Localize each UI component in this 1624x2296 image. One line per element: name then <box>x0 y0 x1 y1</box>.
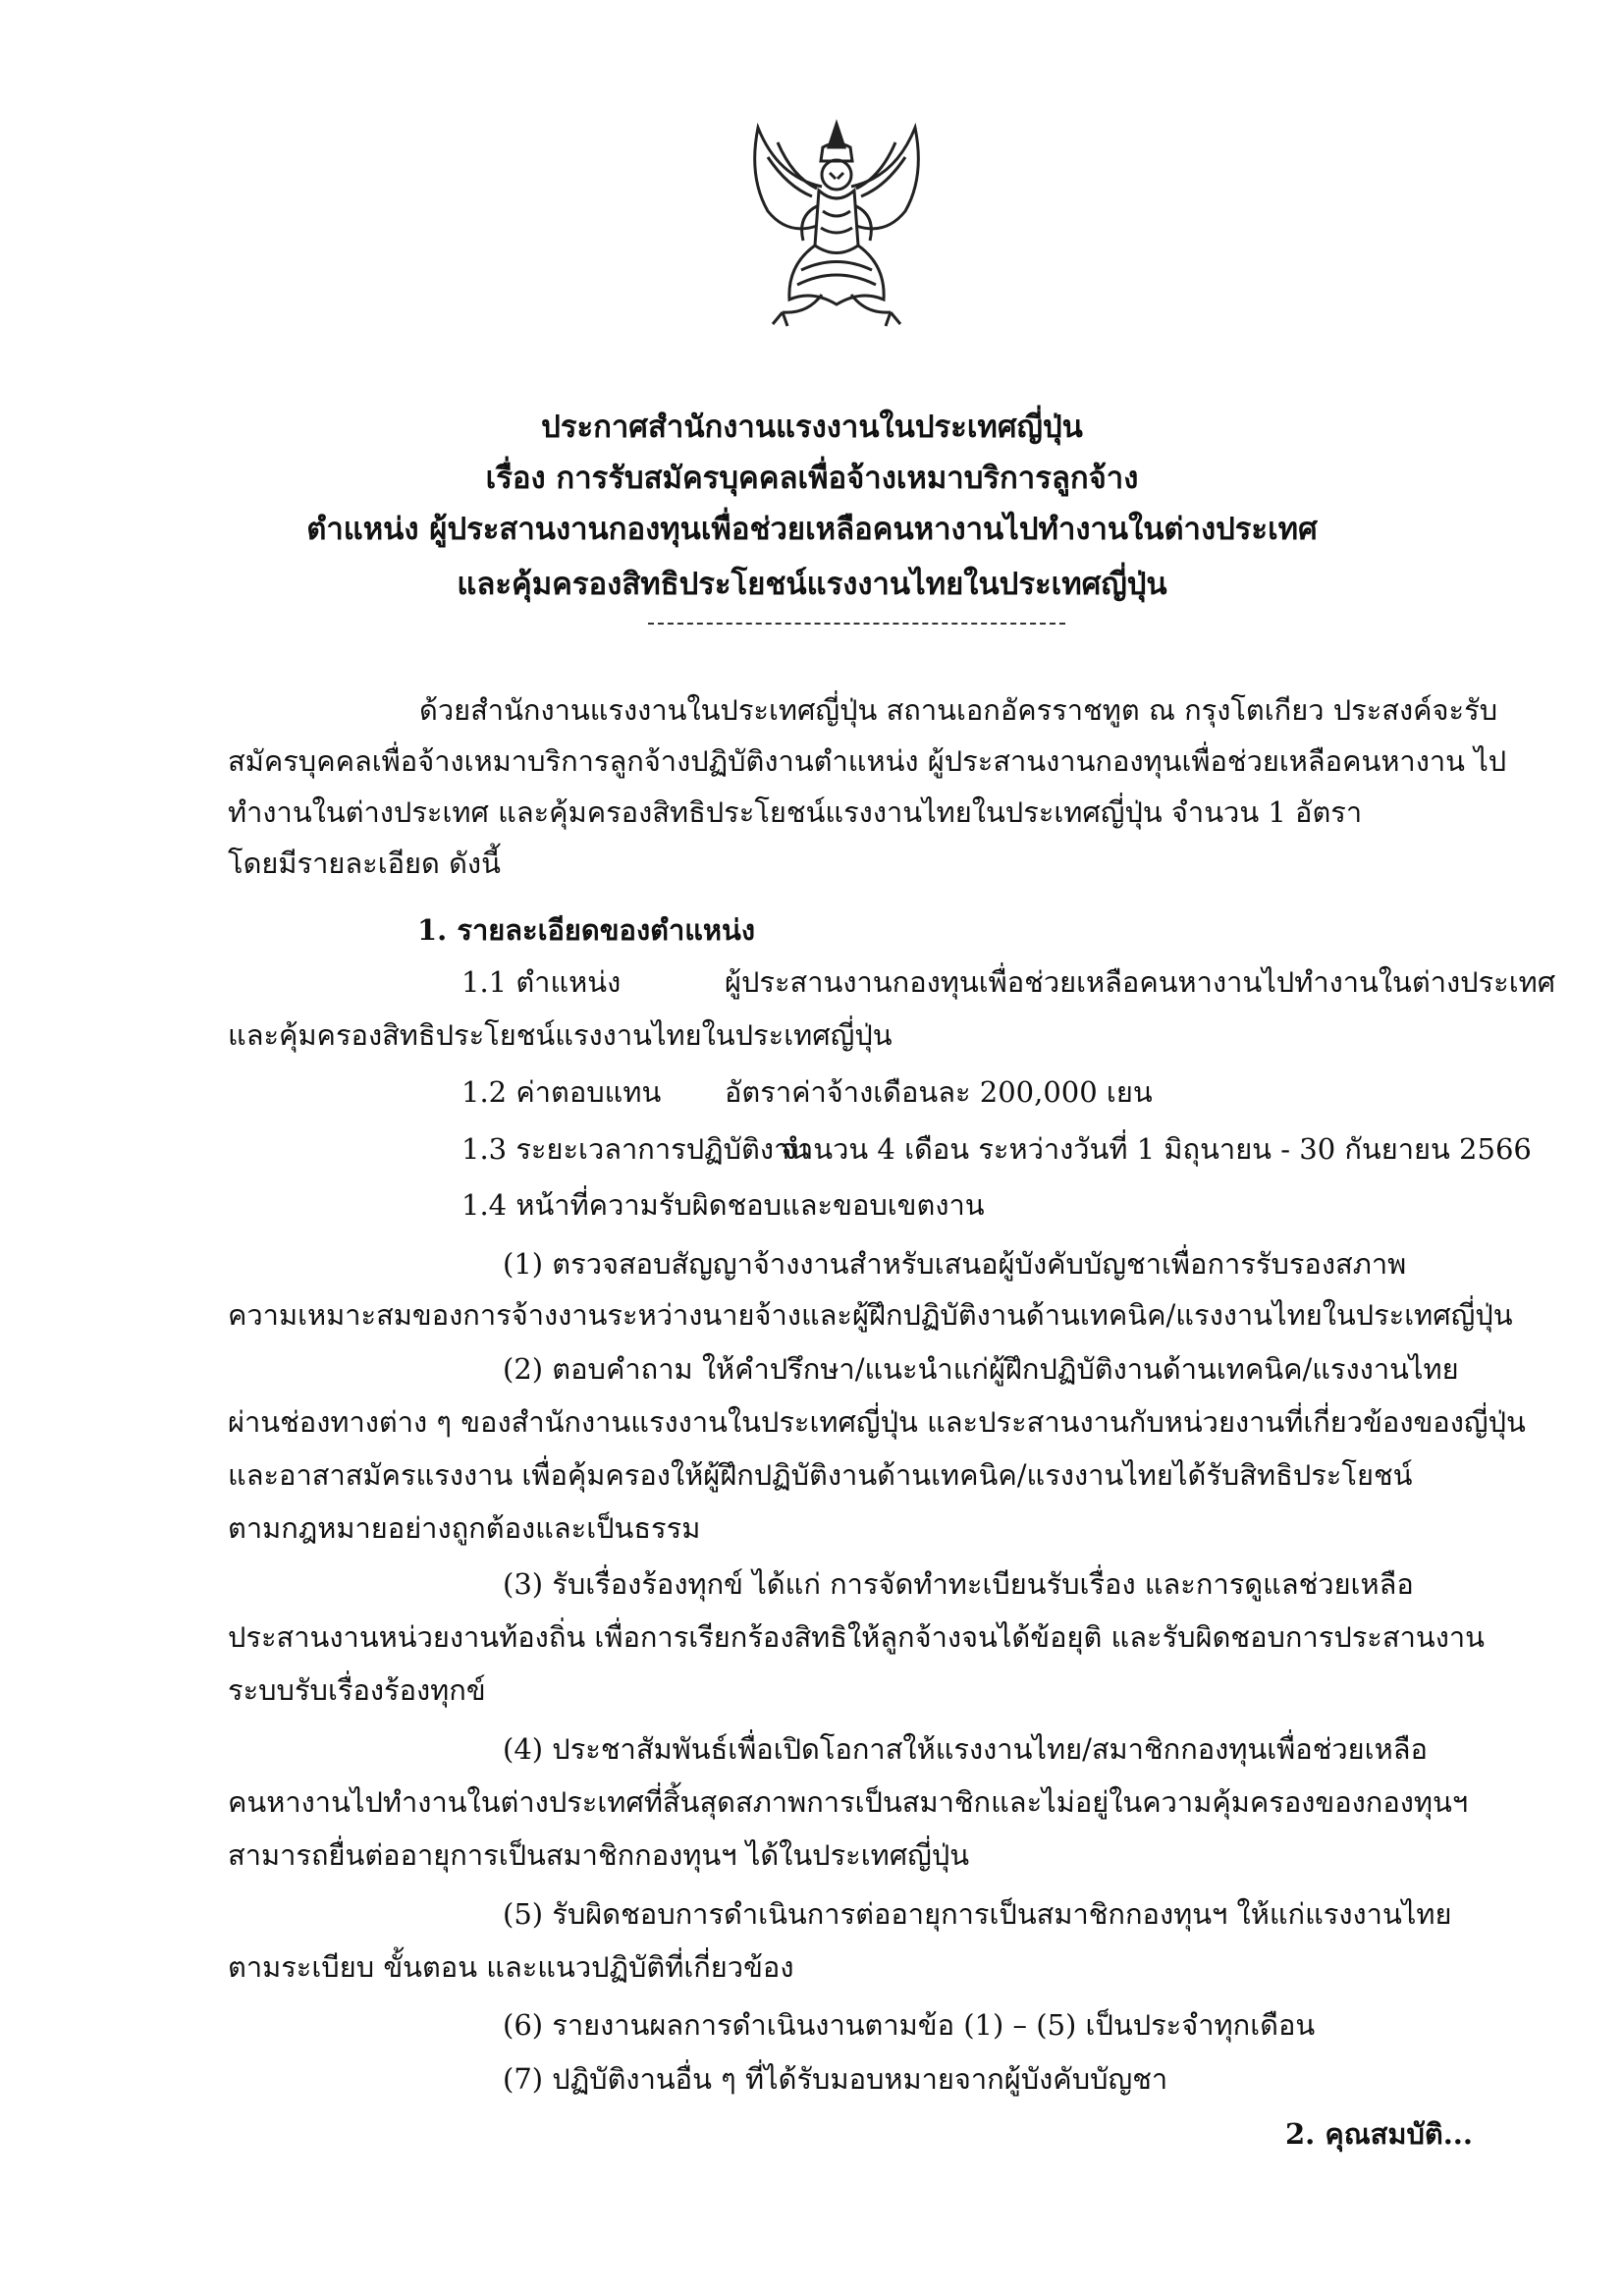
duty-line: ตามระเบียบ ขั้นตอน และแนวปฏิบัติที่เกี่ยวข้อง <box>228 1950 794 1984</box>
duty-line: สามารถยื่นต่ออายุการเป็นสมาชิกกองทุนฯ ได้ในประเทศญี่ปุ่น <box>228 1838 970 1872</box>
divider <box>648 623 1065 625</box>
duty-line: ผ่านช่องทางต่าง ๆ ของสำนักงานแรงงานในประเทศญี่ปุ่น และประสานงานกับหน่วยงานที่เกี่ยวข้องของญี่ปุ่น <box>228 1405 1526 1439</box>
intro-line: โดยมีรายละเอียด ดังนี้ <box>228 847 501 880</box>
duty-line: คนหางานไปทำงานในต่างประเทศที่สิ้นสุดสภาพการเป็นสมาชิกและไม่อยู่ในความคุ้มครองของกองทุนฯ <box>228 1785 1469 1819</box>
intro-line: สมัครบุคคลเพื่อจ้างเหมาบริการลูกจ้างปฏิบัติงานตำแหน่ง ผู้ประสานงานกองทุนเพื่อช่วยเหลือคนหางาน ไป <box>228 744 1507 778</box>
announcement-title: ประกาศสำนักงานแรงงานในประเทศญี่ปุ่น <box>541 410 1083 445</box>
duty-line: ประสานงานหน่วยงานท้องถิ่น เพื่อการเรียกร้องสิทธิให้ลูกจ้างจนได้ข้อยุติ และรับผิดชอบการประสานงาน <box>228 1620 1485 1654</box>
garuda-emblem-icon <box>738 118 935 329</box>
item-value: จำนวน 4 เดือน ระหว่างวันที่ 1 มิถุนายน - 30 กันยายน 2566 <box>781 1132 1532 1166</box>
position-title: ตำแหน่ง ผู้ประสานงานกองทุนเพื่อช่วยเหลือคนหางานไปทำงานในต่างประเทศ <box>306 512 1318 547</box>
duty-line: และอาสาสมัครแรงงาน เพื่อคุ้มครองให้ผู้ฝึกปฏิบัติงานด้านเทคนิค/แรงงานไทยได้รับสิทธิประโยชน์ <box>228 1458 1413 1492</box>
item-label: 1.4 หน้าที่ความรับผิดชอบและขอบเขตงาน <box>461 1188 985 1222</box>
duty-line: (2) ตอบคำถาม ให้คำปรึกษา/แนะนำแก่ผู้ฝึกปฏิบัติงานด้านเทคนิค/แรงงานไทย <box>503 1352 1459 1386</box>
duty-line: ความเหมาะสมของการจ้างงานระหว่างนายจ้างและผู้ฝึกปฏิบัติงานด้านเทคนิค/แรงงานไทยในประเทศญี่ปุ่น <box>228 1298 1513 1332</box>
continuation-note: 2. คุณสมบัติ... <box>1284 2117 1473 2151</box>
announcement-subject: เรื่อง การรับสมัครบุคคลเพื่อจ้างเหมาบริการลูกจ้าง <box>485 461 1139 496</box>
intro-line: ด้วยสำนักงานแรงงานในประเทศญี่ปุ่น สถานเอกอัครราชทูต ณ กรุงโตเกียว ประสงค์จะรับ <box>419 693 1498 727</box>
duty-line: (6) รายงานผลการดำเนินงานตามข้อ (1) – (5) เป็นประจำทุกเดือน <box>503 2008 1316 2042</box>
item-label: 1.1 ตำแหน่ง <box>461 965 622 999</box>
intro-line: ทำงานในต่างประเทศ และคุ้มครองสิทธิประโยชน์แรงงานไทยในประเทศญี่ปุ่น จำนวน 1 อัตรา <box>228 795 1363 829</box>
duty-line: (3) รับเรื่องร้องทุกข์ ได้แก่ การจัดทำทะเบียนรับเรื่อง และการดูแลช่วยเหลือ <box>503 1567 1414 1601</box>
item-value: อัตราค่าจ้างเดือนละ 200,000 เยน <box>725 1075 1153 1109</box>
duty-line: ระบบรับเรื่องร้องทุกข์ <box>228 1673 486 1707</box>
item-value: ผู้ประสานงานกองทุนเพื่อช่วยเหลือคนหางานไปทำงานในต่างประเทศ <box>725 965 1556 999</box>
duty-line: (1) ตรวจสอบสัญญาจ้างงานสำหรับเสนอผู้บังคับบัญชาเพื่อการรับรองสภาพ <box>503 1247 1407 1281</box>
item-label: 1.2 ค่าตอบแทน <box>461 1075 662 1109</box>
item-label: 1.3 ระยะเวลาการปฏิบัติงาน <box>461 1132 810 1166</box>
duty-line: (5) รับผิดชอบการดำเนินการต่ออายุการเป็นสมาชิกกองทุนฯ ให้แก่แรงงานไทย <box>503 1897 1452 1931</box>
item-value: และคุ้มครองสิทธิประโยชน์แรงงานไทยในประเทศญี่ปุ่น <box>228 1018 893 1052</box>
duty-line: ตามกฎหมายอย่างถูกต้องและเป็นธรรม <box>228 1511 701 1545</box>
position-title-continued: และคุ้มครองสิทธิประโยชน์แรงงานไทยในประเทศญี่ปุ่น <box>457 567 1167 602</box>
duty-line: (7) ปฏิบัติงานอื่น ๆ ที่ได้รับมอบหมายจากผู้บังคับบัญชา <box>503 2062 1168 2096</box>
section-heading: 1. รายละเอียดของตำแหน่ง <box>417 913 756 947</box>
duty-line: (4) ประชาสัมพันธ์เพื่อเปิดโอกาสให้แรงงานไทย/สมาชิกกองทุนเพื่อช่วยเหลือ <box>503 1732 1428 1766</box>
